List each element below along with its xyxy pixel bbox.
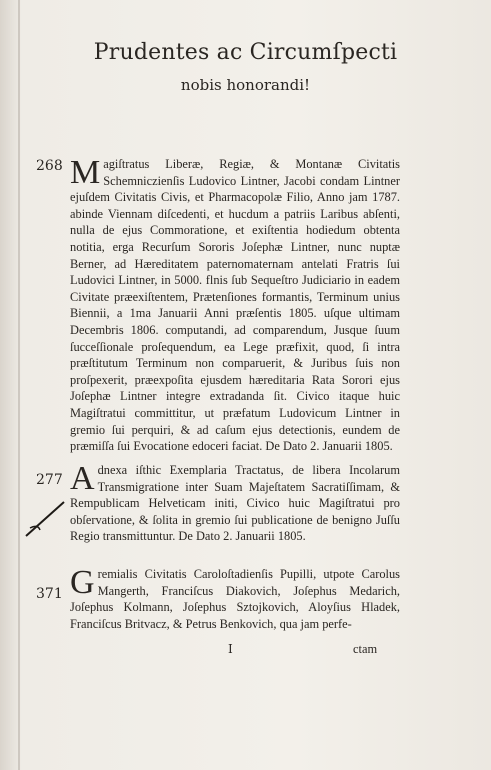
entry-number: 277 xyxy=(36,472,63,488)
entry-dropcap: M xyxy=(70,154,101,191)
page-title: Prudentes ac Circumſpecti xyxy=(93,40,398,65)
entry-paragraph: remialis Civitatis Caroloſtadienſis Pupilli, utpote Carolus Mangerth, Franciſcus Diakovich, Joſephus Medarich, Joſephus Kolmann, Joſephus Sztojkovich, Aloyſius Hladek, Franciſcus Britvacz, & Petrus Benkovich, qua jam perfe- xyxy=(70,567,400,631)
entry-dropcap: A xyxy=(70,460,95,497)
entry-number: 371 xyxy=(36,586,63,602)
handwritten-mark-icon xyxy=(24,498,70,538)
page-number: I xyxy=(228,642,233,656)
entry-paragraph: agiſtratus Liberæ, Regiæ, & Montanæ Civitatis Schemniczienſis Ludovico Lintner, Jacobi condam Lintner ejuſdem Civitatis Civis, et Pharmacopolæ Filio, Anno jam 1787. abinde Viennam diſcedenti, et hucdum a patriis Laribus abſenti, nulla de ejus Commoratione, et exiſtentia hodiedum obtenta notitia, erga Recurſum Sororis Joſephæ Lintner, nunc nuptæ Berner, ad Hæreditatem paternomaternam antelati Fratris ſui Ludovici Lintner, in 5000. flnis ſub Sequeſtro Judiciario in eadem Civitate præexiſtentem, Prætenſiones formantis, Terminum unius Biennii, a 1ma Januarii Anni præſentis 1805. uſque ultimam Decembris 1806. computandi, ad comparendum, Jusque ſuum ſucceſſionale proſequendum, ea Lege præfixit, quod, ſi intra præſtitutum Terminum non comparuerit, & Juribus ſuis non proſpexerit, præexpoſita ejusdem hæreditaria Rata Sorori ejus Joſephæ Lintner integre extradanda ſit. Civico itaque huic Magiſtratui committitur, ut præfatum Ludovicum Lintner in gremio ſui perquiri, & ad caſum ejus detectionis, eundem de præmiſſa ſui Evocatione edoceri faciat. De Dato 2. Januarii 1805. xyxy=(70,157,400,454)
entry-text xyxy=(70,156,400,455)
catchword: ctam xyxy=(353,642,378,656)
entry-paragraph: dnexa iſthic Exemplaria Tractatus, de libera Incolarum Transmigratione inter Suam Majeſtatem Sacratiſſimam, & Rempublicam Helveticam initi, Civico huic Magiſtratui pro obſervatione, & ſolita in gremio ſui publicatione de benigno Juſſu Regio transmittuntur. De Dato 2. Januarii 1805. xyxy=(70,463,400,544)
entry-dropcap: G xyxy=(70,564,95,601)
entry-text xyxy=(70,462,400,545)
entry-text xyxy=(70,566,400,632)
page-subtitle: nobis honorandi! xyxy=(180,76,311,94)
page-fold xyxy=(18,0,20,770)
entry-number: 268 xyxy=(36,158,63,174)
